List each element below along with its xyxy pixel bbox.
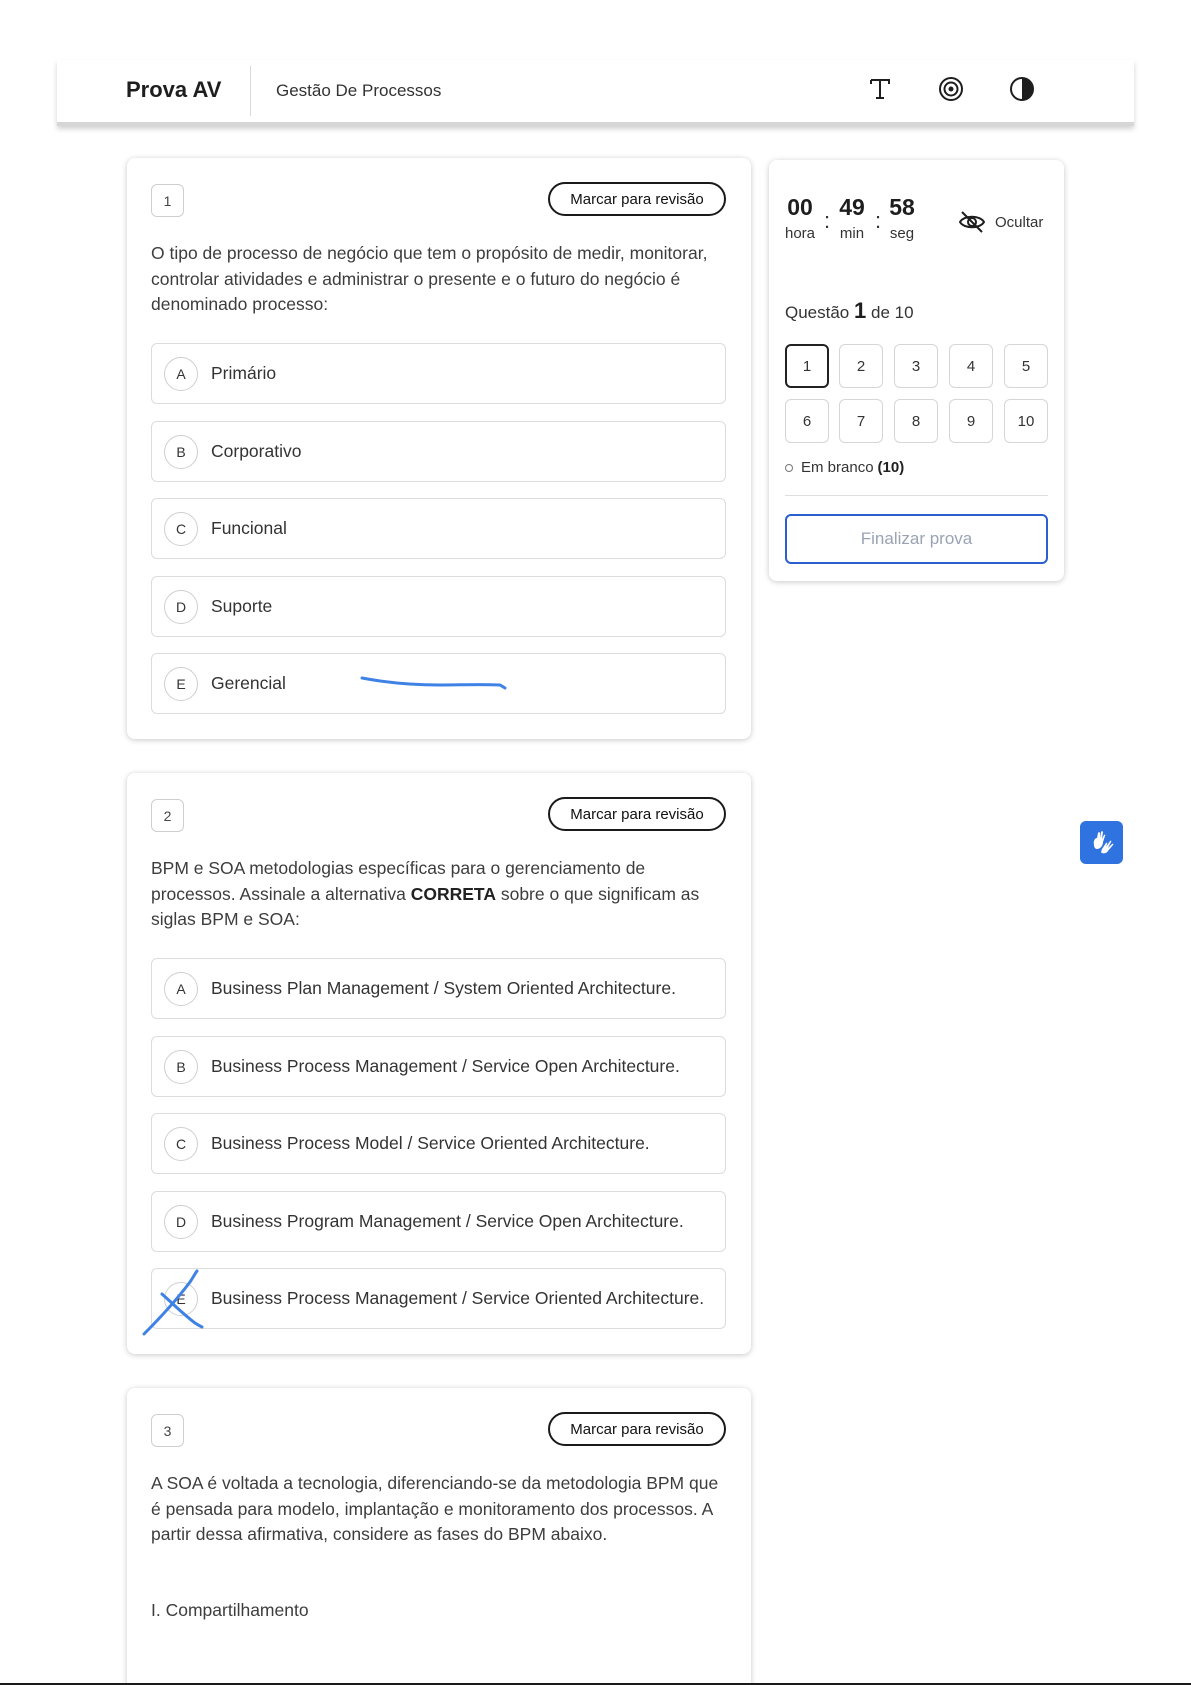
timer-hours [785, 194, 815, 242]
option-text: Funcional [211, 518, 287, 538]
question-text [151, 856, 726, 933]
blank-count: (10) [877, 459, 905, 476]
option-letter: E [164, 667, 198, 701]
question-number: 1 [151, 184, 184, 217]
option-e[interactable] [151, 1268, 726, 1329]
hide-label: Ocultar [995, 213, 1044, 231]
mark-review-button[interactable]: Marcar para revisão [548, 797, 726, 831]
option-b[interactable] [151, 1036, 726, 1097]
nav-question-2[interactable]: 2 [839, 344, 883, 388]
option-text: Business Plan Management / System Oriented Architecture. [211, 978, 676, 998]
option-d[interactable] [151, 576, 726, 637]
finish-exam-button[interactable]: Finalizar prova [785, 514, 1048, 564]
hands-icon [1088, 829, 1116, 857]
blank-legend [785, 459, 904, 476]
nav-question-6[interactable]: 6 [785, 399, 829, 443]
minutes-label: min [839, 225, 865, 242]
option-letter: D [164, 590, 198, 624]
question-number: 3 [151, 1414, 184, 1447]
option-text: Business Process Management / Service Open Architecture. [211, 1056, 680, 1076]
option-text: Business Program Management / Service Open Architecture. [211, 1211, 684, 1231]
hours-value: 00 [787, 194, 813, 220]
eye-off-icon [958, 210, 986, 234]
option-letter: D [164, 1205, 198, 1239]
nav-question-9[interactable]: 9 [949, 399, 993, 443]
font-size-icon[interactable] [863, 72, 897, 106]
question-card-1 [127, 158, 751, 739]
question-text-emphasis: CORRETA [410, 883, 496, 904]
option-text: Gerencial [211, 673, 286, 693]
seconds-value: 58 [889, 194, 915, 220]
option-text: Corporativo [211, 441, 302, 461]
option-text: Primário [211, 363, 277, 383]
nav-question-10[interactable]: 10 [1004, 399, 1048, 443]
counter-prefix: Questão [785, 303, 850, 322]
option-letter: A [164, 972, 198, 1006]
nav-question-1[interactable]: 1 [785, 344, 829, 388]
subject-title: Gestão De Processos [276, 81, 442, 100]
question-text: A SOA é voltada a tecnologia, diferenciando-se da metodologia BPM que é pensada para modelo, implantação e monitoramento dos processos. A partir dessa afirmativa, considere as fases do BPM abaixo. [151, 1473, 719, 1544]
option-letter: B [164, 1050, 198, 1084]
minutes-value: 49 [839, 194, 865, 220]
option-letter: C [164, 512, 198, 546]
question-text-end: sobre o que significam as siglas BPM e SOA: [151, 883, 700, 929]
option-c[interactable] [151, 1113, 726, 1174]
mark-review-button[interactable]: Marcar para revisão [548, 1412, 726, 1446]
brand-title: Prova AV [126, 77, 222, 102]
timer-separator: : [875, 208, 882, 233]
question-number: 2 [151, 799, 184, 832]
nav-question-5[interactable]: 5 [1004, 344, 1048, 388]
question-text: O tipo de processo de negócio que tem o propósito de medir, monitorar, controlar atividades e administrar o presente e o futuro do negócio é denominado processo: [151, 243, 708, 314]
hide-timer-button[interactable] [958, 210, 1043, 234]
option-text: Business Process Model / Service Oriented Architecture. [211, 1133, 650, 1153]
option-letter: B [164, 435, 198, 469]
nav-question-3[interactable]: 3 [894, 344, 938, 388]
option-letter: C [164, 1127, 198, 1161]
option-letter: A [164, 357, 198, 391]
mark-review-button[interactable]: Marcar para revisão [548, 182, 726, 216]
option-letter: E [164, 1282, 198, 1316]
target-icon[interactable] [934, 72, 968, 106]
blank-dot-icon [785, 464, 793, 472]
contrast-icon[interactable] [1005, 72, 1039, 106]
blank-label: Em branco [801, 459, 874, 476]
question-counter [785, 298, 914, 324]
sidebar-divider [785, 495, 1048, 496]
seconds-label: seg [889, 225, 915, 242]
nav-question-8[interactable]: 8 [894, 399, 938, 443]
hours-label: hora [785, 225, 816, 242]
option-e[interactable] [151, 653, 726, 714]
option-b[interactable] [151, 421, 726, 482]
sign-language-button[interactable] [1080, 821, 1123, 864]
exam-sidebar [769, 160, 1064, 581]
top-header [57, 60, 1134, 126]
option-a[interactable] [151, 958, 726, 1019]
timer-separator: : [824, 208, 831, 233]
timer-seconds [887, 194, 917, 242]
question-text-start: BPM e SOA metodologias específicas para o gerenciamento de processos. Assinale a alternativa [151, 858, 646, 904]
counter-current: 1 [854, 298, 867, 323]
option-c[interactable] [151, 498, 726, 559]
timer-minutes [837, 194, 867, 242]
option-d[interactable] [151, 1191, 726, 1252]
counter-suffix: de 10 [870, 303, 914, 322]
option-a[interactable] [151, 343, 726, 404]
option-text: Business Process Management / Service Oriented Architecture. [211, 1288, 705, 1308]
nav-question-7[interactable]: 7 [839, 399, 883, 443]
question-card-2 [127, 773, 751, 1354]
question-card-3 [127, 1388, 751, 1685]
nav-question-4[interactable]: 4 [949, 344, 993, 388]
header-divider [250, 66, 251, 116]
option-text: Suporte [211, 596, 273, 616]
question-item: I. Compartilhamento [151, 1600, 309, 1620]
